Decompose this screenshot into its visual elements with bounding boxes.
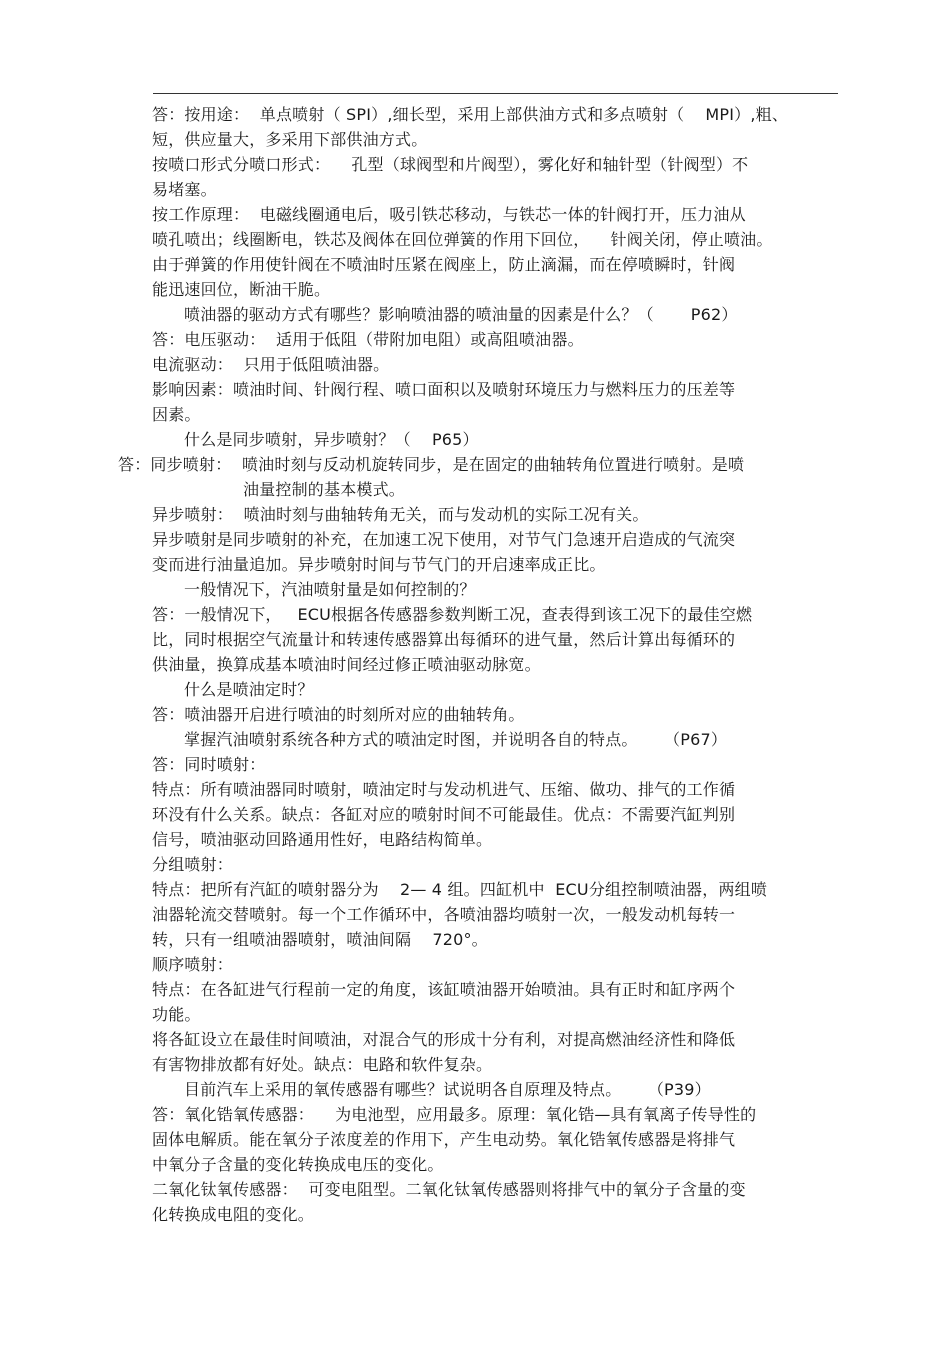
text-line: 异步喷射是同步喷射的补充，在加速工况下使用，对节气门急速开启造成的气流突 (152, 530, 736, 549)
text-line: 答：按用途： 单点喷射（ SPI）,细长型，采用上部供油方式和多点喷射（ MPI）,粗、 (152, 105, 789, 124)
text-line: 供油量，换算成基本喷油时间经过修正喷油驱动脉宽。 (152, 655, 541, 674)
text-line: 分组喷射： (152, 855, 234, 874)
text-line: 答：电压驱动： 适用于低阻（带附加电阻）或高阻喷油器。 (152, 330, 584, 349)
text-line: 答：喷油器开启进行喷油的时刻所对应的曲轴转角。 (152, 705, 525, 724)
text-line: 影响因素：喷油时间、针阀行程、喷口面积以及喷射环境压力与燃料压力的压差等 (152, 380, 736, 399)
text-line: 化转换成电阻的变化。 (152, 1205, 315, 1224)
text-line: 有害物排放都有好处。缺点：电路和软件复杂。 (152, 1055, 493, 1074)
text-line: 因素。 (152, 405, 201, 424)
text-line: 变而进行油量追加。异步喷射时间与节气门的开启速率成正比。 (152, 555, 606, 574)
text-line: 顺序喷射： (152, 955, 234, 974)
text-line: 按工作原理： 电磁线圈通电后，吸引铁芯移动，与铁芯一体的针阀打开，压力油从 (152, 205, 746, 224)
question-line: 目前汽车上采用的氧传感器有哪些？试说明各自原理及特点。 （P39） (184, 1080, 711, 1099)
text-line: 特点：在各缸进气行程前一定的角度，该缸喷油器开始喷油。具有正时和缸序两个 (152, 980, 736, 999)
text-line: 油器轮流交替喷射。每一个工作循环中，各喷油器均喷射一次，一般发动机每转一 (152, 905, 736, 924)
question-line: 什么是同步喷射，异步喷射？（ P65） (184, 430, 479, 449)
text-line: 二氧化钛氧传感器： 可变电阻型。二氧化钛氧传感器则将排气中的氧分子含量的变 (152, 1180, 746, 1199)
text-line: 答：同时喷射： (152, 755, 266, 774)
question-line: 什么是喷油定时？ (184, 680, 314, 699)
text-line: 按喷口形式分喷口形式： 孔型（球阀型和片阀型），雾化好和轴针型（针阀型）不 (152, 155, 749, 174)
question-line: 喷油器的驱动方式有哪些？影响喷油器的喷油量的因素是什么？（ P62） (184, 305, 738, 324)
text-line: 答：一般情况下， ECU根据各传感器参数判断工况，查表得到该工况下的最佳空燃 (152, 605, 753, 624)
text-line: 喷孔喷出；线圈断电，铁芯及阀体在回位弹簧的作用下回位， 针阀关闭，停止喷油。 (152, 230, 773, 249)
text-line: 答：同步喷射： 喷油时刻与反动机旋转同步，是在固定的曲轴转角位置进行喷射。是喷 (118, 455, 745, 474)
text-line: 转，只有一组喷油器喷射，喷油间隔 720°。 (152, 930, 488, 949)
text-line: 异步喷射： 喷油时刻与曲轴转角无关，而与发动机的实际工况有关。 (152, 505, 649, 524)
text-line: 比，同时根据空气流量计和转速传感器算出每循环的进气量，然后计算出每循环的 (152, 630, 736, 649)
text-line: 油量控制的基本模式。 (243, 480, 406, 499)
text-line: 特点：所有喷油器同时喷射，喷油定时与发动机进气、压缩、做功、排气的工作循 (152, 780, 736, 799)
text-line: 特点：把所有汽缸的喷射器分为 2— 4 组。四缸机中 ECU分组控制喷油器，两组喷 (152, 880, 768, 899)
text-line: 将各缸设立在最佳时间喷油，对混合气的形成十分有利，对提高燃油经济性和降低 (152, 1030, 736, 1049)
text-line: 答：氧化锆氧传感器： 为电池型，应用最多。原理：氧化锆—具有氧离子传导性的 (152, 1105, 757, 1124)
text-line: 环没有什么关系。缺点：各缸对应的喷射时间不可能最佳。优点：不需要汽缸判别 (152, 805, 736, 824)
text-line: 由于弹簧的作用使针阀在不喷油时压紧在阀座上，防止滴漏，而在停喷瞬时，针阀 (152, 255, 736, 274)
question-line: 掌握汽油喷射系统各种方式的喷油定时图，并说明各自的特点。 （P67） (184, 730, 728, 749)
text-line: 功能。 (152, 1005, 201, 1024)
text-line: 易堵塞。 (152, 180, 217, 199)
question-line: 一般情况下，汽油喷射量是如何控制的？ (184, 580, 476, 599)
text-line: 电流驱动： 只用于低阻喷油器。 (152, 355, 390, 374)
text-line: 固体电解质。能在氧分子浓度差的作用下，产生电动势。氧化锆氧传感器是将排气 (152, 1130, 736, 1149)
text-line: 信号，喷油驱动回路通用性好，电路结构简单。 (152, 830, 493, 849)
text-line: 短，供应量大，多采用下部供油方式。 (152, 130, 428, 149)
header-rule (153, 93, 838, 94)
text-line: 能迅速回位，断油干脆。 (152, 280, 331, 299)
text-line: 中氧分子含量的变化转换成电压的变化。 (152, 1155, 444, 1174)
